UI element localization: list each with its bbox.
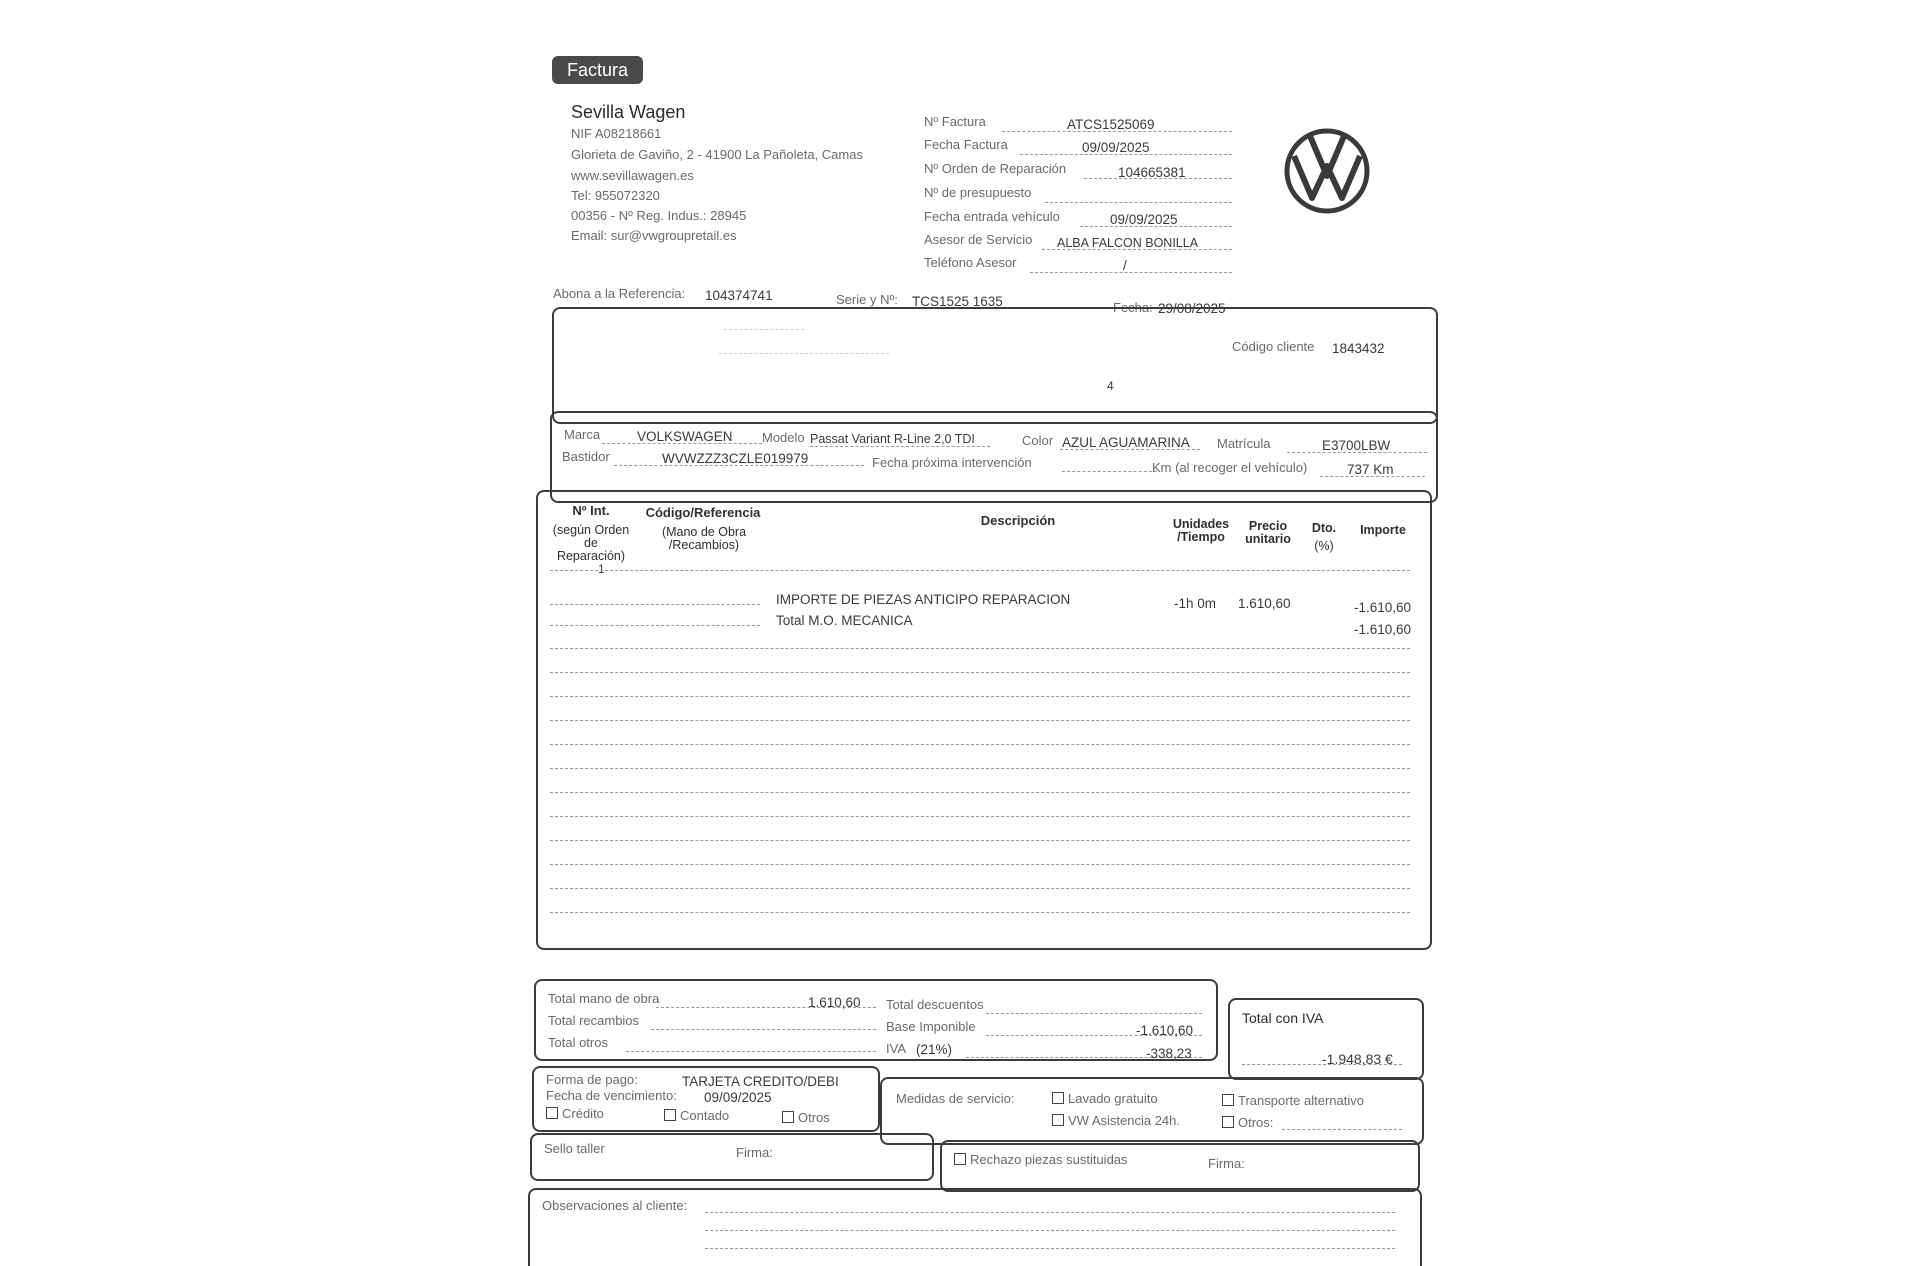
asistencia-label: VW Asistencia 24h. <box>1068 1113 1180 1128</box>
rechazo-option[interactable] <box>954 1152 1128 1167</box>
contado-checkbox[interactable] <box>664 1109 676 1121</box>
vehicle-entry-date: 09/09/2025 <box>1110 212 1178 227</box>
transporte-checkbox[interactable] <box>1222 1094 1234 1106</box>
col-codigo-sub: (Mano de Obra /Recambios) <box>661 525 747 552</box>
total-iva-label: Total con IVA <box>1242 1010 1324 1026</box>
company-phone: Tel: 955072320 <box>571 188 660 203</box>
invoice-number: ATCS1525069 <box>1067 117 1155 132</box>
lavado-label: Lavado gratuito <box>1068 1091 1158 1106</box>
lavado-option[interactable] <box>1052 1091 1158 1106</box>
company-registry: 00356 - Nº Reg. Indus.: 28945 <box>571 208 747 223</box>
company-name: Sevilla Wagen <box>571 102 686 122</box>
col-nint: Nº Int. <box>572 503 610 518</box>
row-descripcion: Total M.O. MECANICA <box>776 613 913 628</box>
abona-label: Abona a la Referencia: <box>553 286 686 301</box>
service-advisor: ALBA FALCON BONILLA <box>1057 236 1199 250</box>
rechazo-checkbox[interactable] <box>954 1153 966 1165</box>
vehicle-entry-label: Fecha entrada vehículo <box>924 209 1060 224</box>
budget-number-label: Nº de presupuesto <box>924 185 1032 200</box>
service-advisor-label: Asesor de Servicio <box>924 232 1033 247</box>
row-importe: -1.610,60 <box>1354 600 1412 615</box>
bastidor: WVWZZZ3CZLE019979 <box>662 451 809 466</box>
vencimiento: 09/09/2025 <box>704 1090 772 1105</box>
medidas-label: Medidas de servicio: <box>896 1091 1015 1106</box>
color-label: Color <box>1022 433 1054 448</box>
document-type-tag: Factura <box>552 56 643 84</box>
reference-date-label: Fecha: <box>1113 300 1153 315</box>
matricula-label: Matrícula <box>1217 436 1271 451</box>
iva-label: IVA <box>886 1041 906 1056</box>
recambios-label: Total recambios <box>548 1013 640 1028</box>
serie-number: TCS1525 1635 <box>912 294 1003 309</box>
credito-label: Crédito <box>562 1106 604 1121</box>
credito-option[interactable] <box>546 1106 604 1121</box>
repair-order-number: 104665381 <box>1118 165 1186 180</box>
col-nint-sub: (según Orden de Reparación) <box>552 523 630 563</box>
total-iva-box <box>1228 998 1424 1080</box>
col-descripcion: Descripción <box>980 513 1056 528</box>
matricula: E3700LBW <box>1322 438 1391 453</box>
modelo-label: Modelo <box>762 430 805 445</box>
invoice-date: 09/09/2025 <box>1082 140 1150 155</box>
service-box <box>880 1077 1424 1145</box>
sello-box <box>530 1133 934 1181</box>
col-dto-sub: (%) <box>1314 539 1334 553</box>
abona-reference: 104374741 <box>705 288 773 303</box>
serie-label: Serie y Nº: <box>836 292 898 307</box>
totals-box <box>534 979 1218 1061</box>
advisor-phone: / <box>1123 258 1127 273</box>
total-iva: -1.948,83 € <box>1322 1051 1393 1067</box>
row-precio: 1.610,60 <box>1238 596 1291 611</box>
credito-checkbox[interactable] <box>546 1107 558 1119</box>
company-web: www.sevillawagen.es <box>571 168 694 183</box>
payment-box <box>532 1066 880 1132</box>
client-box <box>552 307 1438 424</box>
client-extra: 4 <box>1107 379 1114 393</box>
rechazo-box <box>940 1140 1420 1192</box>
mano-obra-total: 1.610,60 <box>808 995 861 1010</box>
repair-order-label: Nº Orden de Reparación <box>924 161 1067 176</box>
otros-label: Otros <box>798 1110 830 1125</box>
vw-logo-icon <box>1282 126 1372 216</box>
row-unidades: -1h 0m <box>1174 596 1217 611</box>
col-precio: Precio unitario <box>1245 519 1291 546</box>
base-imponible-label: Base Imponible <box>886 1019 976 1034</box>
otros-option[interactable] <box>782 1110 830 1125</box>
mano-obra-label: Total mano de obra <box>548 991 660 1006</box>
contado-label: Contado <box>680 1108 730 1123</box>
contado-option[interactable] <box>664 1108 729 1123</box>
client-code: 1843432 <box>1332 341 1385 356</box>
bastidor-label: Bastidor <box>562 449 610 464</box>
km-label: Km (al recoger el vehículo) <box>1152 460 1308 475</box>
company-email: Email: sur@vwgroupretail.es <box>571 228 737 243</box>
next-service-label: Fecha próxima intervención <box>872 455 1032 470</box>
iva-amount: -338,23 <box>1146 1046 1192 1061</box>
service-otros-option[interactable] <box>1222 1115 1273 1130</box>
firma2-label: Firma: <box>1208 1156 1245 1171</box>
asistencia-checkbox[interactable] <box>1052 1114 1064 1126</box>
row-importe: -1.610,60 <box>1354 622 1412 637</box>
otros-checkbox[interactable] <box>782 1111 794 1123</box>
color: AZUL AGUAMARINA <box>1062 435 1190 450</box>
lavado-checkbox[interactable] <box>1052 1092 1064 1104</box>
observaciones-box <box>528 1188 1422 1266</box>
descuentos-label: Total descuentos <box>886 997 984 1012</box>
rechazo-label: Rechazo piezas sustituidas <box>970 1152 1128 1167</box>
modelo: Passat Variant R-Line 2,0 TDI <box>810 432 975 446</box>
marca-label: Marca <box>564 427 601 442</box>
transporte-option[interactable] <box>1222 1093 1364 1108</box>
col-unidades: Unidades /Tiempo <box>1172 517 1230 544</box>
observaciones-label: Observaciones al cliente: <box>542 1198 688 1213</box>
row-descripcion: IMPORTE DE PIEZAS ANTICIPO REPARACION <box>776 592 1071 607</box>
company-nif: NIF A08218661 <box>571 126 662 141</box>
col-dto: Dto. <box>1311 521 1337 535</box>
km: 737 Km <box>1347 462 1394 477</box>
service-otros-label: Otros: <box>1238 1115 1274 1130</box>
forma-pago-label: Forma de pago: <box>546 1072 638 1087</box>
service-otros-checkbox[interactable] <box>1222 1116 1234 1128</box>
invoice-date-label: Fecha Factura <box>924 137 1008 152</box>
first-row-mark: 1 <box>598 562 605 576</box>
client-code-label: Código cliente <box>1232 339 1315 354</box>
iva-pct: (21%) <box>916 1042 953 1057</box>
base-imponible: -1.610,60 <box>1136 1023 1194 1038</box>
otros-total-label: Total otros <box>548 1035 608 1050</box>
items-table <box>536 490 1432 950</box>
transporte-label: Transporte alternativo <box>1238 1093 1364 1108</box>
reference-date: 29/08/2025 <box>1158 301 1226 316</box>
asistencia-option[interactable] <box>1052 1113 1180 1128</box>
vencimiento-label: Fecha de vencimiento: <box>546 1088 677 1103</box>
marca: VOLKSWAGEN <box>637 429 733 444</box>
col-importe: Importe <box>1360 523 1406 537</box>
col-codigo: Código/Referencia <box>645 505 761 520</box>
advisor-phone-label: Teléfono Asesor <box>924 255 1017 270</box>
firma-label: Firma: <box>736 1145 773 1160</box>
sello-label: Sello taller <box>544 1141 605 1156</box>
company-address: Glorieta de Gaviño, 2 - 41900 La Pañoleta, Camas <box>571 147 863 162</box>
invoice-number-label: Nº Factura <box>924 114 986 129</box>
forma-pago: TARJETA CREDITO/DEBI <box>682 1074 839 1089</box>
